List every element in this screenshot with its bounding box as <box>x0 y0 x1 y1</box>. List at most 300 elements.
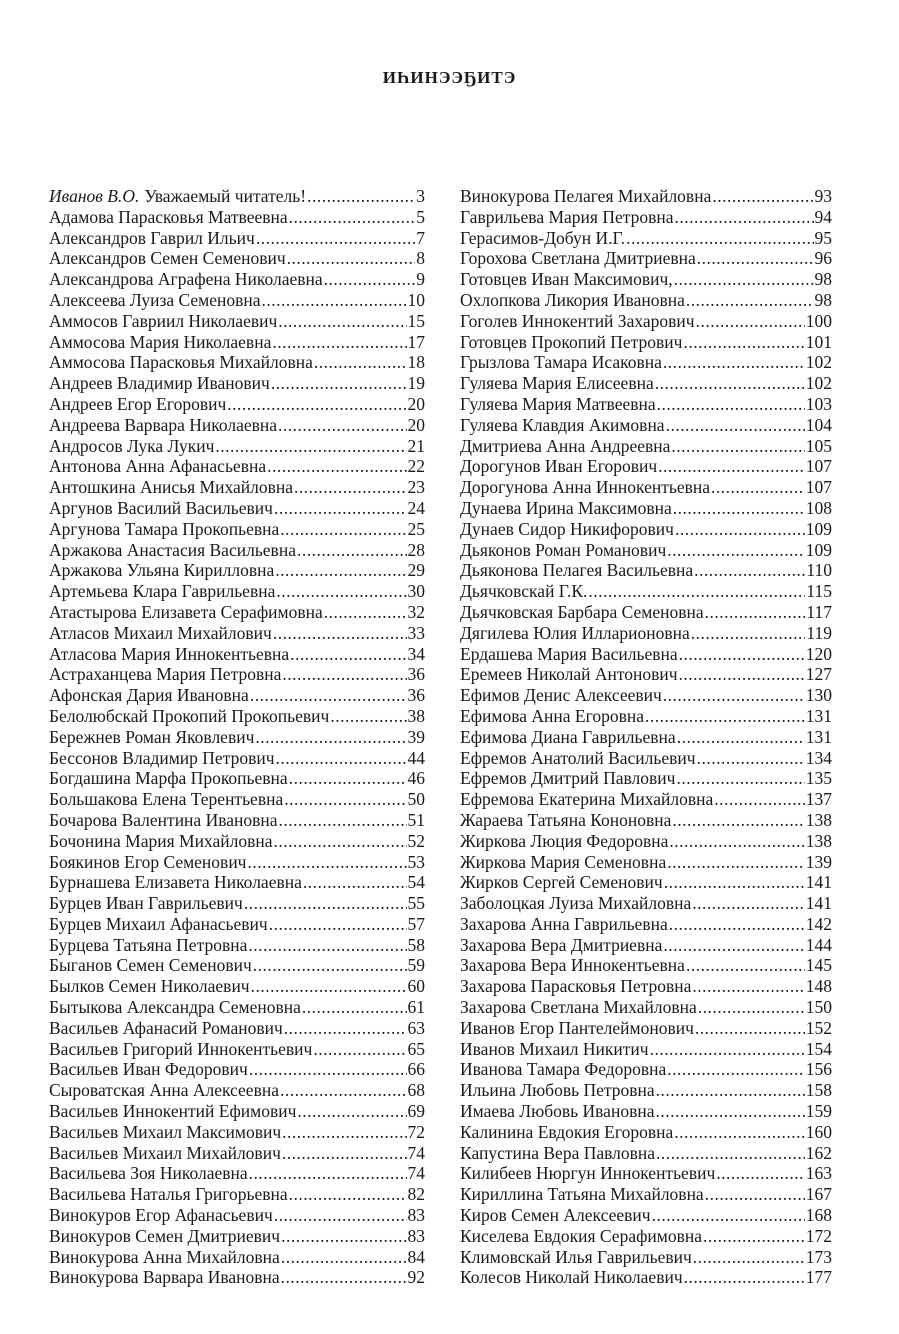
toc-entry-page-number: 130 <box>805 685 832 706</box>
toc-entry[interactable] <box>49 706 425 727</box>
toc-entry-name: Сыроватская Анна Алексеевна <box>49 1080 279 1101</box>
toc-entry[interactable] <box>460 581 832 602</box>
toc-entry[interactable] <box>460 269 832 290</box>
toc-entry-page-number: 22 <box>407 456 425 477</box>
toc-entry-name: Быганов Семен Семенович <box>49 955 252 976</box>
toc-entry[interactable] <box>49 248 425 269</box>
toc-entry-title <box>460 664 678 685</box>
toc-entry-title <box>49 248 286 269</box>
toc-entry-title <box>460 560 693 581</box>
toc-entry[interactable] <box>49 685 425 706</box>
dot-leader <box>253 955 407 976</box>
toc-entry-title <box>49 748 275 769</box>
toc-entry-page-number: 141 <box>805 893 832 914</box>
toc-entry[interactable] <box>49 1059 425 1080</box>
toc-entry-page-number: 98 <box>814 289 832 310</box>
toc-entry[interactable] <box>49 602 425 623</box>
toc-entry-page-number: 92 <box>407 1267 425 1288</box>
toc-entry[interactable] <box>460 498 832 519</box>
toc-entry[interactable] <box>49 1018 425 1039</box>
toc-entry-title <box>49 1163 248 1184</box>
toc-entry[interactable] <box>49 893 425 914</box>
toc-entry[interactable] <box>49 748 425 769</box>
toc-entry[interactable] <box>460 352 832 373</box>
toc-entry-name: Готовцев Иван Максимович, <box>460 269 673 290</box>
toc-entry[interactable] <box>460 1059 832 1080</box>
toc-entry[interactable] <box>460 519 832 540</box>
toc-entry-page-number: 139 <box>805 851 832 872</box>
dot-leader <box>666 415 805 436</box>
toc-entry[interactable] <box>460 1018 832 1039</box>
toc-entry[interactable] <box>49 1143 425 1164</box>
toc-entry-title <box>49 519 279 540</box>
toc-entry-page-number: 141 <box>805 872 832 893</box>
toc-entry-name: Ильина Любовь Петровна <box>460 1080 655 1101</box>
toc-column-right <box>460 186 832 1288</box>
dot-leader <box>697 248 814 269</box>
toc-entry[interactable] <box>460 1039 832 1060</box>
dot-leader <box>278 415 406 436</box>
toc-entry-name: Бочарова Валентина Ивановна <box>49 809 278 830</box>
toc-entry-page-number: 82 <box>407 1184 425 1205</box>
toc-entry[interactable] <box>460 706 832 727</box>
toc-entry-page-number: 160 <box>805 1121 832 1142</box>
toc-entry[interactable] <box>460 1205 832 1226</box>
dot-leader <box>271 373 407 394</box>
dot-leader <box>667 540 805 561</box>
dot-leader <box>280 1080 407 1101</box>
toc-entry-page-number: 50 <box>407 789 425 810</box>
toc-entry-title <box>460 831 668 852</box>
toc-entry[interactable] <box>460 207 832 228</box>
toc-entry-page-number: 20 <box>407 414 425 435</box>
toc-entry-title <box>49 540 296 561</box>
toc-entry[interactable] <box>49 664 425 685</box>
toc-entry-title <box>460 644 678 665</box>
dot-leader <box>626 228 813 249</box>
toc-entry-name: Иванов Егор Пантелеймонович <box>460 1017 694 1038</box>
toc-entry[interactable] <box>49 768 425 789</box>
toc-entry[interactable] <box>49 831 425 852</box>
toc-entry[interactable] <box>460 623 832 644</box>
toc-entry[interactable] <box>460 477 832 498</box>
dot-leader <box>674 269 814 290</box>
toc-entry-page-number: 102 <box>805 373 832 394</box>
toc-entry[interactable] <box>49 269 425 290</box>
dot-leader <box>324 269 416 290</box>
toc-entry-title <box>49 186 306 207</box>
toc-entry[interactable] <box>49 456 425 477</box>
toc-entry-name: Климовскай Илья Гаврильевич <box>460 1246 692 1267</box>
toc-entry-name: Винокурова Анна Михайловна <box>49 1246 280 1267</box>
dot-leader <box>673 498 805 519</box>
toc-entry-title <box>49 664 281 685</box>
toc-entry-page-number: 55 <box>407 893 425 914</box>
toc-entry[interactable] <box>460 1080 832 1101</box>
toc-entry-name: Васильев Григорий Иннокентьевич <box>49 1038 313 1059</box>
toc-entry[interactable] <box>460 893 832 914</box>
dot-leader <box>303 872 407 893</box>
toc-entry[interactable] <box>460 789 832 810</box>
toc-entry-title <box>460 1059 666 1080</box>
toc-entry[interactable] <box>49 914 425 935</box>
toc-entry-title <box>460 352 662 373</box>
toc-entry-title <box>460 1205 651 1226</box>
toc-entry-title <box>460 290 685 311</box>
toc-entry-name: Васильева Наталья Григорьевна <box>49 1184 288 1205</box>
toc-entry-page-number: 96 <box>814 248 832 269</box>
toc-entry-page-number: 105 <box>805 435 832 456</box>
toc-entry[interactable] <box>49 290 425 311</box>
dot-leader <box>657 394 805 415</box>
dot-leader <box>278 311 406 332</box>
toc-entry-title <box>49 644 289 665</box>
toc-entry[interactable] <box>49 1184 425 1205</box>
toc-entry[interactable] <box>49 394 425 415</box>
toc-entry-page-number: 168 <box>805 1205 832 1226</box>
toc-entry-page-number: 57 <box>407 913 425 934</box>
dot-leader <box>244 893 407 914</box>
toc-entry-name: Васильев Иннокентий Ефимович <box>49 1101 297 1122</box>
toc-entry-name: Гоголев Иннокентий Захарович <box>460 310 695 331</box>
toc-entry-page-number: 138 <box>805 809 832 830</box>
dot-leader <box>705 1184 805 1205</box>
toc-entry-page-number: 154 <box>805 1038 832 1059</box>
toc-entry-title <box>460 498 672 519</box>
toc-entry[interactable] <box>460 415 832 436</box>
toc-entry[interactable] <box>49 872 425 893</box>
toc-entry[interactable] <box>49 498 425 519</box>
toc-entry[interactable] <box>49 935 425 956</box>
toc-entry-page-number: 33 <box>407 622 425 643</box>
dot-leader <box>656 1080 805 1101</box>
toc-entry-page-number: 23 <box>407 477 425 498</box>
toc-entry-name: Афонская Дария Ивановна <box>49 685 249 706</box>
toc-entry-title <box>49 456 266 477</box>
toc-entry[interactable] <box>49 436 425 457</box>
toc-entry-page-number: 15 <box>407 310 425 331</box>
toc-entry[interactable] <box>49 1267 425 1288</box>
toc-entry-title <box>49 1267 280 1288</box>
toc-entry-name: Васильев Иван Федорович <box>49 1059 248 1080</box>
toc-entry-page-number: 54 <box>407 872 425 893</box>
toc-entry-name: Бочонина Мария Михайловна <box>49 830 273 851</box>
toc-entry-name: Ефремов Дмитрий Павлович <box>460 768 676 789</box>
toc-entry-page-number: 58 <box>407 934 425 955</box>
toc-entry-title <box>49 352 313 373</box>
toc-entry-page-number: 38 <box>407 705 425 726</box>
toc-entry-title <box>49 311 277 332</box>
toc-entry[interactable] <box>49 1122 425 1143</box>
toc-entry-title <box>49 810 278 831</box>
toc-entry-page-number: 83 <box>407 1205 425 1226</box>
toc-entry-title <box>460 685 662 706</box>
toc-entry[interactable] <box>460 540 832 561</box>
toc-entry[interactable] <box>460 248 832 269</box>
toc-entry-title <box>460 1247 692 1268</box>
toc-entry[interactable] <box>460 955 832 976</box>
dot-leader <box>267 456 406 477</box>
toc-entry-page-number: 138 <box>805 830 832 851</box>
toc-entry-title <box>49 1122 281 1143</box>
toc-entry-page-number: 72 <box>407 1121 425 1142</box>
toc-entry[interactable] <box>49 581 425 602</box>
toc-entry-page-number: 83 <box>407 1225 425 1246</box>
toc-entry-name: Александров Гаврил Ильич <box>49 227 255 248</box>
toc-entry-title <box>460 540 666 561</box>
toc-entry[interactable] <box>460 1122 832 1143</box>
toc-entry[interactable] <box>460 1101 832 1122</box>
toc-entry[interactable] <box>460 997 832 1018</box>
toc-entry-title <box>49 852 246 873</box>
toc-entry[interactable] <box>460 311 832 332</box>
dot-leader <box>297 540 407 561</box>
toc-entry-name: Александрова Аграфена Николаевна <box>49 269 323 290</box>
toc-entry[interactable] <box>460 768 832 789</box>
dot-leader <box>672 810 804 831</box>
toc-entry[interactable] <box>49 727 425 748</box>
toc-entry[interactable] <box>49 1226 425 1247</box>
toc-entry[interactable] <box>49 540 425 561</box>
toc-entry[interactable] <box>460 602 832 623</box>
toc-entry[interactable] <box>460 644 832 665</box>
toc-entry-name: Дунаев Сидор Никифорович <box>460 518 674 539</box>
toc-entry-page-number: 60 <box>407 976 425 997</box>
toc-entry-title <box>460 1018 694 1039</box>
toc-entry-page-number: 65 <box>407 1038 425 1059</box>
toc-entry-name: Ердашева Мария Васильевна <box>460 643 678 664</box>
dot-leader <box>677 727 805 748</box>
toc-entry-title <box>460 1267 683 1288</box>
toc-entry-page-number: 30 <box>407 581 425 602</box>
toc-entry[interactable] <box>49 519 425 540</box>
toc-entry-page-number: 117 <box>806 601 832 622</box>
dot-leader <box>249 1059 407 1080</box>
toc-entry-name: Бережнев Роман Яковлевич <box>49 726 255 747</box>
toc-entry[interactable] <box>460 1247 832 1268</box>
dot-leader <box>280 519 406 540</box>
toc-entry-name: Ефремова Екатерина Михайловна <box>460 789 714 810</box>
toc-entry-name: Дьяконов Роман Романович <box>460 539 667 560</box>
toc-entry-title <box>49 373 270 394</box>
dot-leader <box>307 186 415 207</box>
dot-leader <box>694 560 805 581</box>
toc-entry-page-number: 8 <box>416 248 425 269</box>
toc-entry-name: Аммосова Мария Николаевна <box>49 331 272 352</box>
dot-leader <box>679 664 805 685</box>
toc-entry-title <box>49 394 226 415</box>
toc-entry[interactable] <box>460 373 832 394</box>
toc-entry[interactable] <box>49 311 425 332</box>
toc-entry-name: Дунаева Ирина Максимовна <box>460 497 672 518</box>
dot-leader <box>275 560 406 581</box>
toc-entry[interactable] <box>460 727 832 748</box>
toc-entry-page-number: 9 <box>416 269 425 290</box>
toc-entry-page-number: 98 <box>814 269 832 290</box>
toc-entry-page-number: 115 <box>806 581 832 602</box>
dot-leader <box>714 789 804 810</box>
toc-entry[interactable] <box>460 831 832 852</box>
toc-entry-title <box>49 1059 248 1080</box>
toc-entry-name: Винокурова Варвара Ивановна <box>49 1267 280 1288</box>
toc-entry-page-number: 28 <box>407 539 425 560</box>
toc-entry[interactable] <box>460 914 832 935</box>
toc-entry[interactable] <box>49 1039 425 1060</box>
dot-leader <box>289 1184 407 1205</box>
toc-entry[interactable] <box>460 976 832 997</box>
toc-entry-title <box>49 1143 281 1164</box>
toc-entry-name: Дмитриева Анна Андреевна <box>460 435 671 456</box>
toc-entry-page-number: 84 <box>407 1246 425 1267</box>
toc-entry-name: Гуляева Мария Елисеевна <box>460 373 654 394</box>
toc-entry-page-number: 10 <box>407 289 425 310</box>
toc-entry-title <box>460 394 656 415</box>
toc-entry[interactable] <box>460 1226 832 1247</box>
toc-entry-page-number: 104 <box>805 414 832 435</box>
dot-leader <box>693 1247 805 1268</box>
toc-entry[interactable] <box>49 477 425 498</box>
dot-leader <box>697 748 805 769</box>
toc-entry[interactable] <box>49 1101 425 1122</box>
toc-entry-name: Жиркова Люция Федоровна <box>460 830 669 851</box>
toc-entry-page-number: 119 <box>806 622 832 643</box>
toc-entry-title <box>460 436 670 457</box>
toc-entry[interactable] <box>49 1205 425 1226</box>
toc-entry-name: Жараева Татьяна Кононовна <box>460 809 672 830</box>
toc-entry-title <box>460 914 668 935</box>
dot-leader <box>249 1163 407 1184</box>
toc-entry[interactable] <box>49 228 425 249</box>
dot-leader <box>282 664 406 685</box>
toc-entry-name: Алексеева Луиза Семеновна <box>49 289 261 310</box>
toc-entry[interactable] <box>460 935 832 956</box>
toc-entry[interactable] <box>460 560 832 581</box>
toc-entry[interactable] <box>49 352 425 373</box>
dot-leader <box>698 997 805 1018</box>
toc-entry-page-number: 52 <box>407 830 425 851</box>
toc-entry-name: Гуляева Мария Матвеевна <box>460 393 656 414</box>
toc-entry-title <box>460 311 695 332</box>
toc-entry[interactable] <box>49 1163 425 1184</box>
toc-entry[interactable] <box>49 207 425 228</box>
toc-entry-page-number: 39 <box>407 726 425 747</box>
dot-leader <box>281 1226 406 1247</box>
toc-entry[interactable] <box>460 1184 832 1205</box>
toc-entry[interactable] <box>460 872 832 893</box>
dot-leader <box>324 602 407 623</box>
toc-entry-title <box>49 997 301 1018</box>
toc-entry-title <box>460 1163 715 1184</box>
toc-entry[interactable] <box>460 228 832 249</box>
toc-entry-title <box>460 332 682 353</box>
dot-leader <box>667 852 805 873</box>
toc-entry-page-number: 46 <box>407 768 425 789</box>
toc-entry-page-number: 107 <box>805 477 832 498</box>
toc-entry[interactable] <box>460 748 832 769</box>
toc-entry-name: Дягилева Юлия Илларионовна <box>460 622 690 643</box>
toc-entry-name: Астраханцева Мария Петровна <box>49 664 282 685</box>
dot-leader <box>669 914 805 935</box>
toc-entry[interactable] <box>460 685 832 706</box>
toc-entry-name: Винокурова Пелагея Михайловна <box>460 186 712 206</box>
toc-entry-page-number: 20 <box>407 393 425 414</box>
toc-entry-name: Атласова Мария Иннокентьевна <box>49 643 290 664</box>
toc-entry-page-number: 25 <box>407 518 425 539</box>
toc-entry-name: Васильев Михаил Михайлович <box>49 1142 281 1163</box>
toc-entry[interactable] <box>460 664 832 685</box>
page-title: ИҺИНЭЭҔИТЭ <box>382 68 517 87</box>
toc-entry[interactable] <box>460 456 832 477</box>
toc-entry[interactable] <box>460 332 832 353</box>
dot-leader <box>655 373 805 394</box>
toc-entry-title <box>49 1226 280 1247</box>
toc-entry[interactable] <box>49 1080 425 1101</box>
toc-entry[interactable] <box>49 644 425 665</box>
dot-leader <box>692 893 804 914</box>
toc-entry[interactable] <box>460 436 832 457</box>
toc-entry[interactable] <box>460 1143 832 1164</box>
toc-entry-name: Дорогунов Иван Егорович <box>460 456 658 477</box>
toc-entry[interactable] <box>460 290 832 311</box>
toc-entry[interactable] <box>460 1267 832 1288</box>
toc-entry-page-number: 66 <box>407 1059 425 1080</box>
toc-entry-name: Аммосова Парасковья Михайловна <box>49 352 313 373</box>
toc-entry[interactable] <box>49 976 425 997</box>
dot-leader <box>227 394 406 415</box>
toc-entry-name: Бурцев Михаил Афанасьевич <box>49 913 268 934</box>
toc-entry[interactable] <box>49 955 425 976</box>
toc-entry-page-number: 74 <box>407 1163 425 1184</box>
toc-entry[interactable] <box>460 1163 832 1184</box>
toc-entry[interactable] <box>460 810 832 831</box>
toc-entry[interactable] <box>49 1247 425 1268</box>
toc-entry-title <box>49 727 254 748</box>
toc-entry-name: Аргунова Тамара Прокопьевна <box>49 518 280 539</box>
dot-leader <box>650 1039 805 1060</box>
toc-entry-name: Бурцев Иван Гаврильевич <box>49 893 243 914</box>
toc-entry-page-number: 158 <box>805 1080 832 1101</box>
toc-entry-name: Аржакова Ульяна Кирилловна <box>49 560 275 581</box>
toc-entry[interactable] <box>49 332 425 353</box>
toc-entry-page-number: 93 <box>814 186 832 206</box>
toc-entry-page-number: 21 <box>407 435 425 456</box>
toc-entry-name: Ефимова Анна Егоровна <box>460 705 644 726</box>
toc-entry-page-number: 5 <box>416 206 425 227</box>
toc-entry[interactable] <box>49 852 425 873</box>
toc-entry[interactable] <box>49 560 425 581</box>
dot-leader <box>289 768 407 789</box>
toc-entry[interactable] <box>49 789 425 810</box>
toc-entry-page-number: 69 <box>407 1101 425 1122</box>
dot-leader <box>695 1018 805 1039</box>
toc-entry-title <box>460 872 663 893</box>
toc-entry[interactable] <box>49 415 425 436</box>
toc-entry[interactable] <box>460 186 832 207</box>
toc-entry-title <box>49 872 302 893</box>
toc-entry-name: Захарова Вера Иннокентьевна <box>460 955 685 976</box>
toc-entry-page-number: 53 <box>407 851 425 872</box>
toc-entry[interactable] <box>49 373 425 394</box>
toc-entry-name: Горохова Светлана Дмитриевна <box>460 248 696 269</box>
toc-entry-title <box>460 186 711 207</box>
toc-entry[interactable] <box>49 623 425 644</box>
toc-entry-title <box>49 914 268 935</box>
toc-entry[interactable] <box>49 186 425 207</box>
toc-entry[interactable] <box>49 810 425 831</box>
toc-entry[interactable] <box>49 997 425 1018</box>
toc-entry[interactable] <box>460 852 832 873</box>
toc-entry[interactable] <box>460 394 832 415</box>
